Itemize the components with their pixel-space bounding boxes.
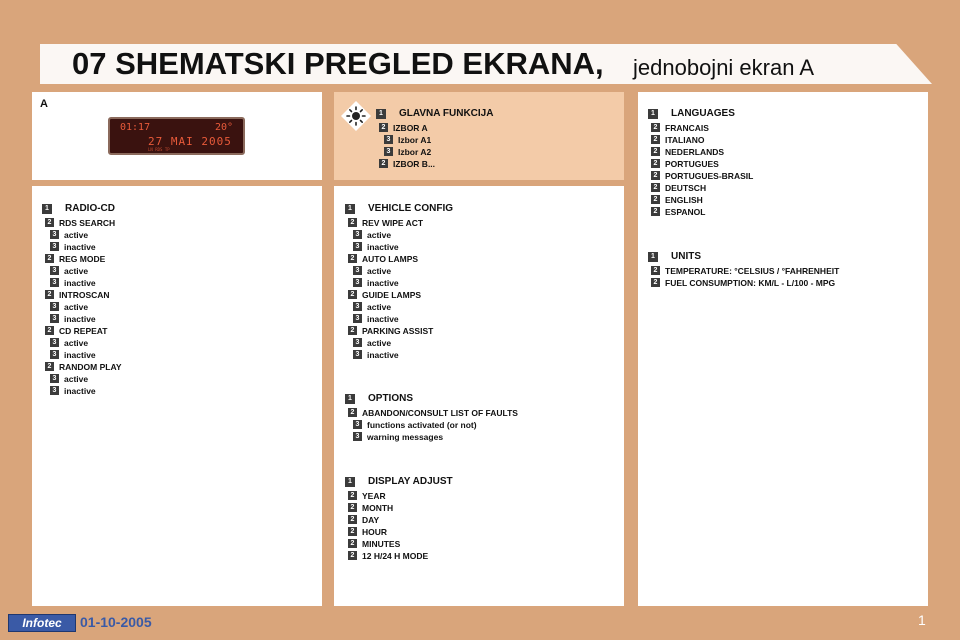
level-badge: 3: [50, 374, 59, 383]
level-badge: 1: [648, 109, 658, 119]
level-badge: 2: [651, 135, 660, 144]
level-badge: 2: [45, 218, 54, 227]
options-tree: [345, 392, 518, 442]
menu-item-label: ESPANOL: [665, 206, 706, 217]
menu-item-label: 12 H/24 H MODE: [362, 550, 429, 561]
level-badge: 3: [50, 314, 59, 323]
level-badge: 3: [353, 432, 362, 441]
menu-item-level-3: [345, 348, 453, 360]
menu-item-label: ENGLISH: [665, 194, 703, 205]
level-badge: 1: [376, 109, 386, 119]
level-badge: 2: [348, 218, 357, 227]
menu-item-label: YEAR: [362, 490, 386, 501]
menu-item-label: LANGUAGES: [671, 108, 735, 119]
menu-item-label: active: [367, 301, 392, 312]
menu-item-label: AUTO LAMPS: [362, 253, 419, 264]
menu-item-level-2: [648, 133, 753, 145]
menu-item-level-3: [42, 228, 122, 240]
lcd-indicators: LN RDS TP: [148, 147, 170, 152]
menu-item-level-2: [648, 157, 753, 169]
level-badge: 2: [348, 491, 357, 500]
level-badge: 2: [651, 159, 660, 168]
level-badge: 2: [651, 195, 660, 204]
level-badge: 1: [648, 252, 658, 262]
menu-item-level-3: [345, 276, 453, 288]
menu-item-level-2: [648, 205, 753, 217]
menu-item-level-2: [345, 288, 453, 300]
level-badge: 2: [651, 147, 660, 156]
level-badge: 3: [353, 338, 362, 347]
menu-item-level-2: [42, 252, 122, 264]
level-badge: 3: [353, 230, 362, 239]
menu-item-level-3: [42, 264, 122, 276]
level-badge: 2: [651, 183, 660, 192]
level-badge: 2: [348, 503, 357, 512]
menu-item-label: PORTUGUES-BRASIL: [665, 170, 754, 181]
menu-item-level-3: [42, 276, 122, 288]
level-badge: 1: [345, 394, 355, 404]
footer-date: 01-10-2005: [80, 614, 152, 630]
menu-item-level-3: [345, 240, 453, 252]
level-badge: 3: [353, 314, 362, 323]
infotec-logo: Infotec: [8, 614, 76, 632]
page-subtitle: jednobojni ekran A: [633, 55, 815, 80]
menu-item-label: inactive: [64, 241, 96, 252]
menu-item-label: CD REPEAT: [59, 325, 108, 336]
level-badge: 3: [50, 338, 59, 347]
menu-item-level-2: [42, 324, 122, 336]
menu-item-label: REV WIPE ACT: [362, 217, 424, 228]
menu-item-label: DEUTSCH: [665, 182, 707, 193]
level-badge: 3: [50, 386, 59, 395]
menu-item-label: active: [367, 229, 392, 240]
menu-item-label: active: [64, 229, 89, 240]
menu-item-label: inactive: [367, 313, 399, 324]
menu-item-label: PARKING ASSIST: [362, 325, 434, 336]
menu-item-level-1: [345, 202, 453, 216]
menu-item-level-2: [648, 145, 753, 157]
menu-item-label: HOUR: [362, 526, 388, 537]
level-badge: 2: [651, 171, 660, 180]
menu-item-level-3: [42, 348, 122, 360]
menu-item-level-3: [345, 418, 518, 430]
menu-item-label: active: [64, 373, 89, 384]
menu-item-label: active: [64, 301, 89, 312]
menu-item-label: RDS SEARCH: [59, 217, 116, 228]
menu-item-level-1: [42, 202, 122, 216]
menu-item-level-2: [376, 157, 493, 169]
level-badge: 2: [348, 326, 357, 335]
menu-item-level-1: [648, 250, 839, 264]
lcd-time: 01:17: [120, 122, 151, 133]
menu-item-level-3: [376, 145, 493, 157]
menu-item-level-3: [345, 312, 453, 324]
level-badge: 3: [384, 135, 393, 144]
radio-cd-tree: [42, 202, 122, 396]
menu-item-level-2: [345, 513, 453, 525]
menu-item-label: IZBOR A: [393, 122, 428, 133]
menu-item-label: inactive: [64, 277, 96, 288]
menu-item-label: inactive: [367, 349, 399, 360]
level-badge: 1: [345, 204, 355, 214]
level-badge: 2: [348, 290, 357, 299]
menu-item-level-2: [648, 181, 753, 193]
level-badge: 3: [353, 302, 362, 311]
menu-item-level-2: [648, 169, 753, 181]
menu-item-label: inactive: [64, 313, 96, 324]
menu-item-label: inactive: [64, 385, 96, 396]
menu-item-label: MINUTES: [362, 538, 401, 549]
menu-item-label: FRANCAIS: [665, 122, 709, 133]
menu-item-label: Izbor A1: [398, 134, 432, 145]
menu-item-label: ITALIANO: [665, 134, 705, 145]
menu-item-label: MONTH: [362, 502, 394, 513]
lcd-temperature: 20°: [214, 122, 233, 133]
level-badge: 2: [45, 362, 54, 371]
menu-item-label: Izbor A2: [398, 146, 432, 157]
main-function-tree: [376, 107, 493, 169]
level-badge: 2: [348, 551, 357, 560]
menu-item-label: IZBOR B...: [393, 158, 436, 169]
lcd-display: [108, 117, 245, 155]
menu-item-level-1: [648, 107, 753, 121]
menu-item-level-2: [345, 501, 453, 513]
level-badge: 2: [379, 123, 388, 132]
menu-item-label: PORTUGUES: [665, 158, 719, 169]
menu-item-label: NEDERLANDS: [665, 146, 725, 157]
menu-item-level-2: [345, 537, 453, 549]
languages-tree: [648, 107, 753, 217]
menu-item-label: INTROSCAN: [59, 289, 110, 300]
menu-item-level-3: [345, 264, 453, 276]
level-badge: 3: [50, 350, 59, 359]
menu-item-label: inactive: [367, 241, 399, 252]
menu-item-label: active: [64, 337, 89, 348]
page-title: 07 SHEMATSKI PREGLED EKRANA,: [72, 46, 604, 81]
menu-item-level-2: [345, 549, 453, 561]
menu-item-level-1: [345, 392, 518, 406]
level-badge: 1: [345, 477, 355, 487]
level-badge: 2: [45, 326, 54, 335]
menu-item-level-2: [345, 489, 453, 501]
level-badge: 3: [353, 278, 362, 287]
menu-item-label: VEHICLE CONFIG: [368, 203, 454, 214]
menu-item-label: active: [367, 337, 392, 348]
menu-item-label: RADIO-CD: [65, 203, 115, 214]
menu-item-level-2: [345, 252, 453, 264]
level-badge: 2: [348, 515, 357, 524]
menu-item-level-3: [42, 384, 122, 396]
menu-item-label: RANDOM PLAY: [59, 361, 122, 372]
menu-item-label: GUIDE LAMPS: [362, 289, 422, 300]
menu-item-level-3: [42, 336, 122, 348]
menu-item-level-3: [345, 228, 453, 240]
menu-item-level-3: [42, 300, 122, 312]
menu-item-level-2: [376, 121, 493, 133]
display-adjust-tree: [345, 475, 453, 561]
level-badge: 3: [50, 242, 59, 251]
menu-item-level-2: [42, 360, 122, 372]
level-badge: 3: [50, 302, 59, 311]
menu-item-label: OPTIONS: [368, 393, 414, 404]
menu-item-level-3: [42, 240, 122, 252]
level-badge: 2: [348, 408, 357, 417]
level-badge: 3: [353, 266, 362, 275]
menu-item-label: functions activated (or not): [367, 419, 477, 430]
level-badge: 2: [45, 290, 54, 299]
menu-item-label: TEMPERATURE: °CELSIUS / °FAHRENHEIT: [665, 265, 840, 276]
menu-item-label: UNITS: [671, 251, 701, 262]
menu-item-label: GLAVNA FUNKCIJA: [399, 108, 494, 119]
menu-item-label: DAY: [362, 514, 380, 525]
display-label: A: [40, 98, 48, 110]
level-badge: 2: [651, 278, 660, 287]
menu-item-level-2: [345, 324, 453, 336]
menu-item-level-1: [376, 107, 493, 121]
level-badge: 3: [50, 230, 59, 239]
menu-item-label: active: [367, 265, 392, 276]
menu-item-level-2: [648, 193, 753, 205]
page-number: 1: [918, 612, 926, 628]
lcd-date: 27 MAI 2005: [148, 135, 232, 148]
menu-item-level-2: [42, 216, 122, 228]
level-badge: 3: [50, 266, 59, 275]
menu-item-label: REG MODE: [59, 253, 106, 264]
menu-item-level-2: [345, 525, 453, 537]
units-tree: [648, 250, 839, 288]
menu-item-level-2: [345, 406, 518, 418]
menu-item-label: inactive: [367, 277, 399, 288]
menu-item-label: DISPLAY ADJUST: [368, 476, 453, 487]
menu-item-label: FUEL CONSUMPTION: KM/L - L/100 - MPG: [665, 277, 836, 288]
menu-item-label: active: [64, 265, 89, 276]
menu-item-level-1: [345, 475, 453, 489]
menu-item-level-2: [648, 121, 753, 133]
level-badge: 3: [353, 350, 362, 359]
level-badge: 1: [42, 204, 52, 214]
menu-item-label: warning messages: [367, 431, 444, 442]
level-badge: 2: [348, 527, 357, 536]
menu-item-level-3: [345, 430, 518, 442]
menu-item-level-2: [648, 276, 839, 288]
level-badge: 3: [50, 278, 59, 287]
menu-item-level-2: [42, 288, 122, 300]
level-badge: 3: [384, 147, 393, 156]
menu-item-level-2: [345, 216, 453, 228]
level-badge: 2: [348, 254, 357, 263]
menu-item-label: ABANDON/CONSULT LIST OF FAULTS: [362, 407, 518, 418]
level-badge: 3: [353, 420, 362, 429]
level-badge: 2: [651, 266, 660, 275]
menu-item-level-3: [42, 372, 122, 384]
level-badge: 3: [353, 242, 362, 251]
menu-item-level-3: [345, 336, 453, 348]
menu-item-level-2: [648, 264, 839, 276]
level-badge: 2: [651, 123, 660, 132]
menu-item-label: inactive: [64, 349, 96, 360]
level-badge: 2: [45, 254, 54, 263]
menu-item-level-3: [42, 312, 122, 324]
level-badge: 2: [348, 539, 357, 548]
level-badge: 2: [651, 207, 660, 216]
vehicle-config-tree: [345, 202, 453, 360]
level-badge: 2: [379, 159, 388, 168]
menu-item-level-3: [376, 133, 493, 145]
menu-item-level-3: [345, 300, 453, 312]
